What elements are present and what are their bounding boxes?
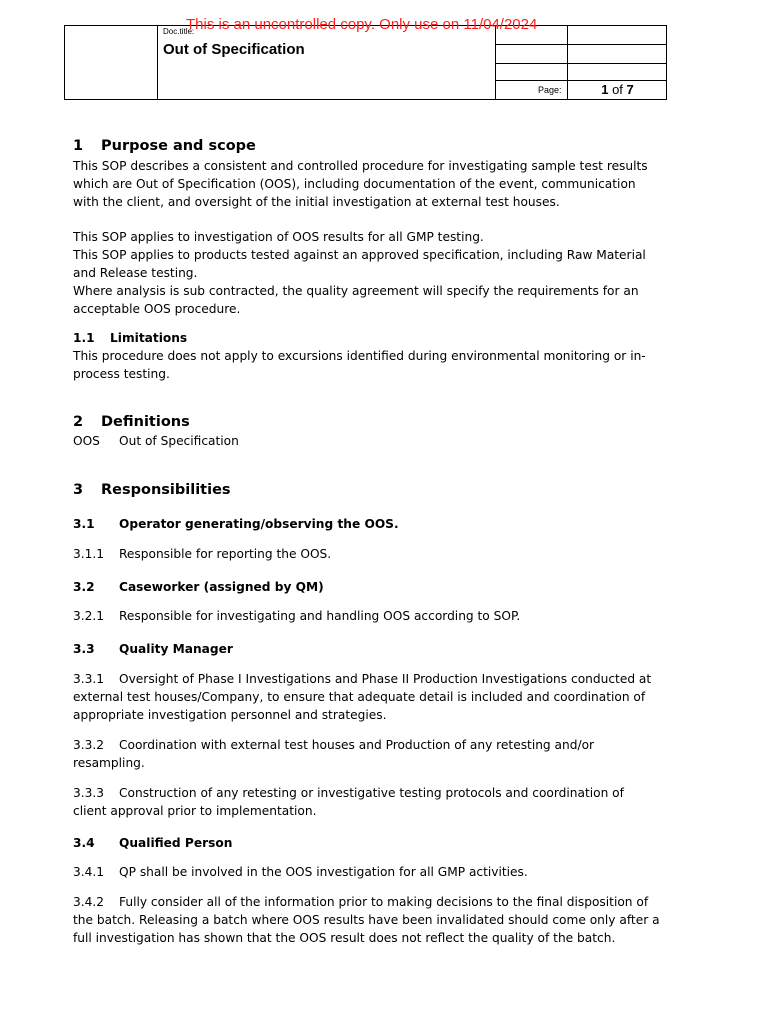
text-line: with the client, and oversight of the initial investigation at external test houses. — [73, 195, 560, 209]
subsection-heading — [73, 640, 678, 658]
subsection-number: 3.4 — [73, 836, 95, 850]
page-total: 7 — [626, 82, 634, 97]
list-item — [73, 736, 678, 772]
subsection-heading — [73, 578, 678, 596]
text-line: and Release testing. — [73, 266, 198, 280]
text-line: Fully consider all of the information prior to making decisions to the final disposition of — [119, 895, 649, 909]
doc-title: Out of Specification — [163, 41, 305, 58]
item-number: 3.3.2 — [73, 738, 105, 752]
text-line: external test houses/Company, to ensure that adequate detail is included and coordination of — [73, 690, 646, 704]
page-label: Page: — [538, 85, 562, 95]
section-heading — [73, 481, 678, 499]
title-cell — [157, 26, 496, 99]
page-number — [568, 82, 667, 97]
logo-cell — [65, 26, 158, 99]
text-line: client approval prior to implementation. — [73, 804, 317, 818]
text-line: This SOP applies to products tested against an approved specification, including Raw Material — [73, 248, 646, 262]
text-line: This procedure does not apply to excursions identified during environmental monitoring or in- — [73, 349, 646, 363]
item-number: 3.4.1 — [73, 865, 105, 879]
item-number: 3.1.1 — [73, 547, 105, 561]
item-number: 3.2.1 — [73, 609, 105, 623]
subsection-heading — [73, 515, 678, 533]
text-line: Responsible for investigating and handling OOS according to SOP. — [119, 609, 521, 623]
text-line: which are Out of Specification (OOS), including documentation of the event, communication — [73, 177, 636, 191]
subsection-heading — [73, 329, 678, 347]
section-title: Purpose and scope — [101, 138, 256, 154]
text-line: Where analysis is sub contracted, the quality agreement will specify the requirements for an — [73, 284, 639, 298]
text-line: Oversight of Phase I Investigations and Phase II Production Investigations conducted at — [119, 672, 652, 686]
definition-row — [73, 432, 678, 450]
list-item — [73, 784, 678, 820]
subsection-title: Quality Manager — [119, 642, 233, 656]
list-item — [73, 607, 678, 625]
text-line: full investigation has shown that the OOS result does not reflect the quality of the batch. — [73, 931, 616, 945]
subsection-number: 3.3 — [73, 642, 95, 656]
text-line: This SOP applies to investigation of OOS results for all GMP testing. — [73, 230, 484, 244]
page-of: of — [612, 82, 623, 97]
page-current: 1 — [601, 82, 609, 97]
list-item — [73, 893, 678, 947]
subsection-heading — [73, 834, 678, 852]
paragraph — [73, 228, 678, 318]
item-number: 3.3.1 — [73, 672, 105, 686]
text-line: Coordination with external test houses and Production of any retesting and/or — [119, 738, 595, 752]
section-number: 3 — [73, 482, 84, 498]
grid-divider — [496, 63, 667, 64]
uncontrolled-copy-watermark: This is an uncontrolled copy. Only use on 11/04/2024 — [186, 16, 538, 33]
item-number: 3.3.3 — [73, 786, 105, 800]
text-line: the batch. Releasing a batch where OOS results have been invalidated should come only after a — [73, 913, 660, 927]
paragraph — [73, 157, 678, 211]
text-line: acceptable OOS procedure. — [73, 302, 241, 316]
definition-text: Out of Specification — [119, 434, 239, 448]
section-heading — [73, 137, 678, 155]
list-item — [73, 863, 678, 881]
info-grid — [496, 26, 667, 99]
subsection-title: Limitations — [110, 331, 188, 345]
text-line: appropriate investigation personnel and strategies. — [73, 708, 387, 722]
item-number: 3.4.2 — [73, 895, 105, 909]
text-line: Construction of any retesting or investigative testing protocols and coordination of — [119, 786, 624, 800]
grid-divider — [496, 44, 667, 45]
subsection-title: Qualified Person — [119, 836, 233, 850]
section-number: 1 — [73, 138, 84, 154]
text-line: QP shall be involved in the OOS investigation for all GMP activities. — [119, 865, 528, 879]
document-header — [64, 25, 667, 100]
list-item — [73, 545, 678, 563]
paragraph — [73, 347, 678, 383]
section-title: Definitions — [101, 414, 190, 430]
subsection-number: 1.1 — [73, 331, 95, 345]
grid-divider — [496, 80, 667, 81]
text-line: resampling. — [73, 756, 145, 770]
text-line: Responsible for reporting the OOS. — [119, 547, 332, 561]
subsection-number: 3.2 — [73, 580, 95, 594]
text-line: process testing. — [73, 367, 170, 381]
section-heading — [73, 413, 678, 431]
section-title: Responsibilities — [101, 482, 231, 498]
doc-title-label: Doc.title: — [163, 27, 195, 36]
section-number: 2 — [73, 414, 84, 430]
subsection-title: Operator generating/observing the OOS. — [119, 517, 399, 531]
list-item — [73, 670, 678, 724]
subsection-title: Caseworker (assigned by QM) — [119, 580, 324, 594]
subsection-number: 3.1 — [73, 517, 95, 531]
text-line: This SOP describes a consistent and controlled procedure for investigating sample test results — [73, 159, 648, 173]
definition-term: OOS — [73, 434, 100, 448]
